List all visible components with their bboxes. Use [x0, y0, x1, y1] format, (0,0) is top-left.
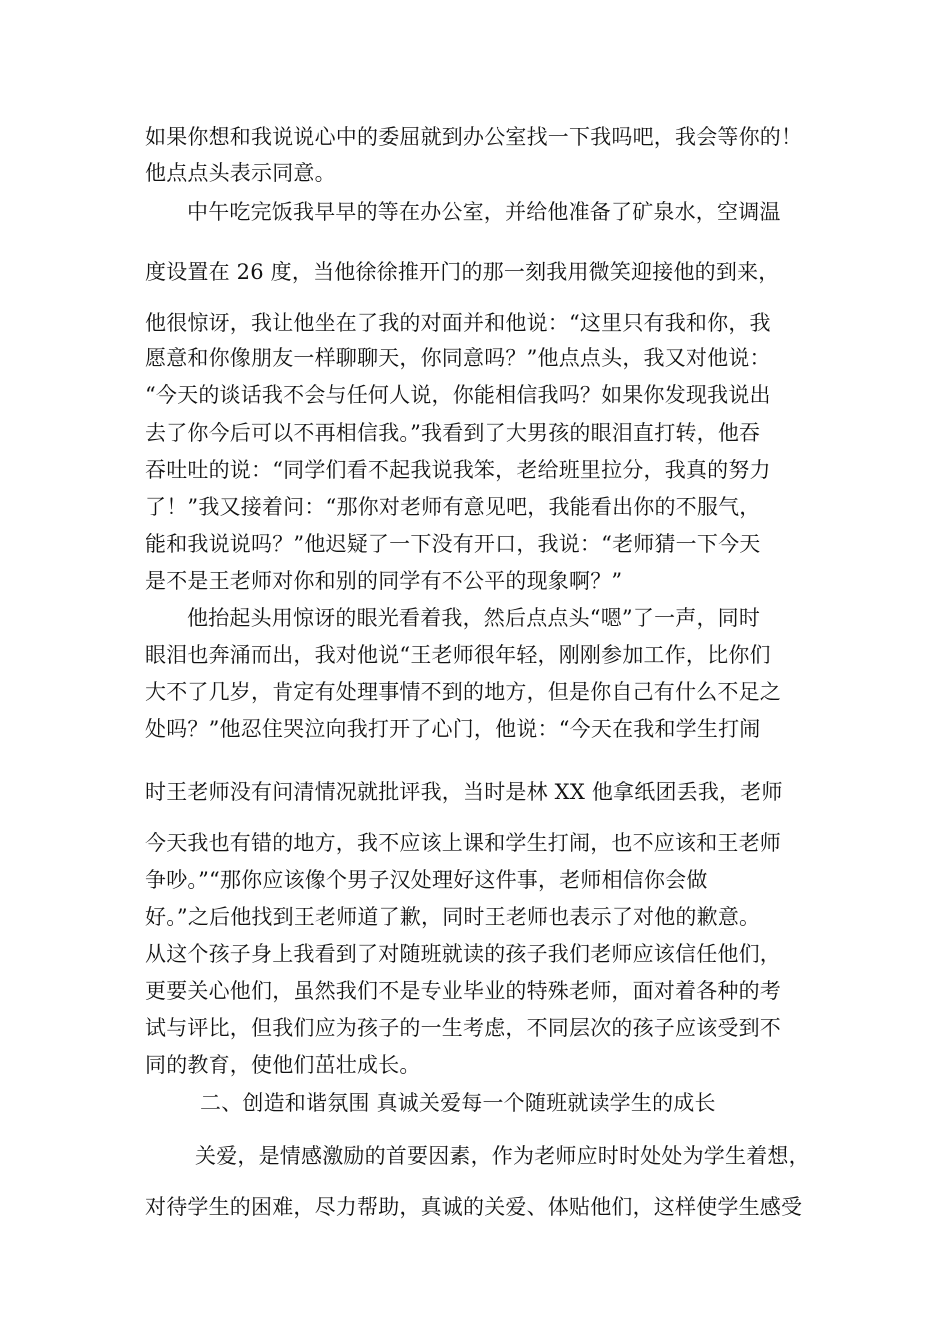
text-line: 能和我说说吗？”他迟疑了一下没有开口，我说：“老师猜一下今天 — [145, 532, 761, 556]
text-line: 对待学生的困难，尽力帮助，真诚的关爱、体贴他们，这样使学生感受 — [145, 1195, 803, 1219]
text-line: 争吵。”“那你应该像个男子汉处理好这件事，老师相信你会做 — [145, 868, 708, 892]
text-line: 好。”之后他找到王老师道了歉，同时王老师也表示了对他的歉意。 — [145, 905, 761, 929]
text-line: 了！”我又接着问：“那你对老师有意见吧，我能看出你的不服气， — [145, 495, 761, 519]
text-line: 度设置在 26 度，当他徐徐推开门的那一刻我用微笑迎接他的到来， — [145, 260, 780, 284]
text-line: 处吗？”他忍住哭泣向我打开了心门，他说：“今天在我和学生打闹 — [145, 717, 761, 741]
text-line: 愿意和你像朋友一样聊聊天，你同意吗？”他点点头，我又对他说： — [145, 346, 771, 370]
text-line: 中午吃完饭我早早的等在办公室，并给他准备了矿泉水，空调温 — [187, 200, 781, 224]
section-heading: 二、创造和谐氛围 真诚关爱每一个随班就读学生的成长 — [200, 1091, 716, 1115]
text-line: 吞吐吐的说：“同学们看不起我说我笨，老给班里拉分，我真的努力 — [145, 458, 771, 482]
text-line: 试与评比，但我们应为孩子的一生考虑，不同层次的孩子应该受到不 — [145, 1016, 781, 1040]
text-line: 是不是王老师对你和别的同学有不公平的现象啊？” — [145, 569, 623, 593]
text-line: 同的教育，使他们茁壮成长。 — [145, 1053, 421, 1077]
text-line: 从这个孩子身上我看到了对随班就读的孩子我们老师应该信任他们， — [145, 942, 781, 966]
text-line: 今天我也有错的地方，我不应该上课和学生打闹，也不应该和王老师 — [145, 831, 781, 855]
text-line: 更要关心他们，虽然我们不是专业毕业的特殊老师，面对着各种的考 — [145, 979, 781, 1003]
text-line: 如果你想和我说说心中的委屈就到办公室找一下我吗吧，我会等你的！ — [145, 125, 803, 149]
text-line: 关爱，是情感激励的首要因素，作为老师应时时处处为学生着想， — [195, 1144, 810, 1168]
text-line: 时王老师没有问清情况就批评我，当时是林 XX 他拿纸团丢我，老师 — [145, 780, 783, 804]
text-line: 他抬起头用惊讶的眼光看着我，然后点点头“嗯”了一声，同时 — [187, 606, 761, 630]
text-line: 眼泪也奔涌而出，我对他说“王老师很年轻，刚刚参加工作，比你们 — [145, 643, 771, 667]
text-line: “今天的谈话我不会与任何人说，你能相信我吗？如果你发现我说出 — [145, 383, 771, 407]
text-line: 他很惊讶，我让他坐在了我的对面并和他说：“这里只有我和你，我 — [145, 311, 771, 335]
text-line: 去了你今后可以不再相信我。”我看到了大男孩的眼泪直打转，他吞 — [145, 421, 761, 445]
text-line: 他点点头表示同意。 — [145, 161, 336, 185]
text-line: 大不了几岁，肯定有处理事情不到的地方，但是你自己有什么不足之 — [145, 680, 781, 704]
